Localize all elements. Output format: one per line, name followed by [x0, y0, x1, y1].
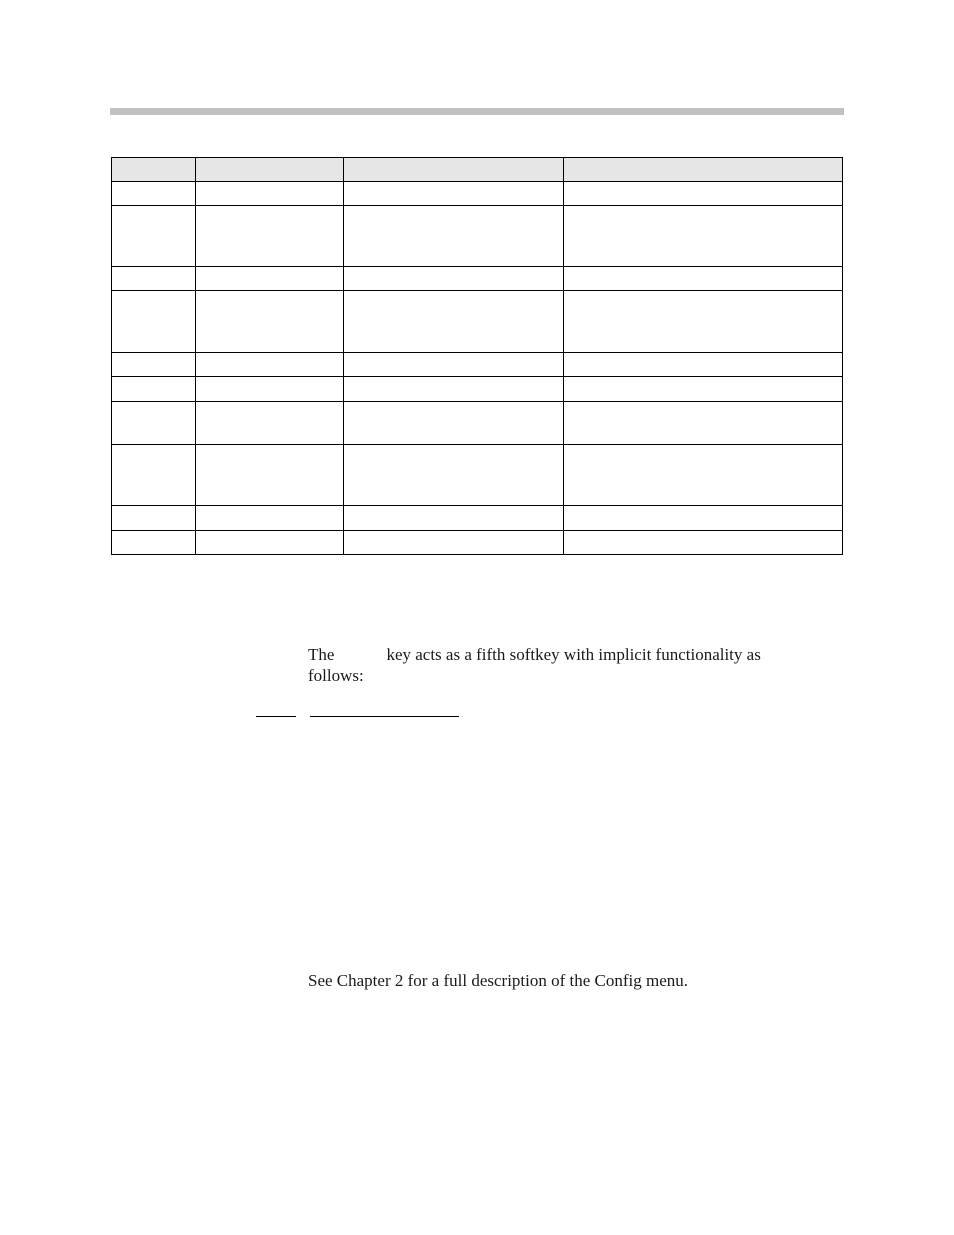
table-cell [196, 206, 344, 267]
table-cell [344, 291, 564, 353]
table-cell [344, 377, 564, 402]
table-header-row [112, 158, 843, 182]
paragraph-config-reference: See Chapter 2 for a full description of the Config menu. [308, 971, 689, 990]
table-cell [344, 206, 564, 267]
table-cell [112, 182, 196, 206]
column-header-underline [256, 716, 296, 717]
table-row [112, 206, 843, 267]
paragraph-lead: The [308, 645, 335, 664]
table-row [112, 506, 843, 531]
table-cell [112, 377, 196, 402]
table-cell [564, 206, 843, 267]
table-cell [344, 445, 564, 506]
table-cell [196, 291, 344, 353]
table-cell [196, 267, 344, 291]
table-header-cell [564, 158, 843, 182]
table-cell [196, 353, 344, 377]
table-cell [112, 445, 196, 506]
table-cell [344, 506, 564, 531]
table-cell [112, 291, 196, 353]
table-row [112, 291, 843, 353]
table-row [112, 445, 843, 506]
table-cell [112, 402, 196, 445]
table-cell [112, 531, 196, 555]
column-header-underline [310, 716, 459, 717]
table-row [112, 182, 843, 206]
table-header-cell [196, 158, 344, 182]
table-cell [196, 506, 344, 531]
table-header-cell [344, 158, 564, 182]
table-cell [112, 353, 196, 377]
table-cell [564, 402, 843, 445]
table-cell [196, 402, 344, 445]
table-cell [344, 182, 564, 206]
paragraph-line-2: follows: [308, 666, 364, 685]
table-cell [564, 531, 843, 555]
table-cell [564, 353, 843, 377]
table-cell [112, 506, 196, 531]
table-cell [564, 445, 843, 506]
table-row [112, 402, 843, 445]
table-cell [564, 377, 843, 402]
table-cell [196, 182, 344, 206]
table-cell [564, 267, 843, 291]
table-cell [344, 353, 564, 377]
table-cell [196, 377, 344, 402]
table-cell [112, 206, 196, 267]
header-rule [110, 108, 844, 115]
table-cell [196, 445, 344, 506]
table-cell [344, 267, 564, 291]
table-cell [344, 531, 564, 555]
table-row [112, 531, 843, 555]
table-header-cell [112, 158, 196, 182]
paragraph-rest: key acts as a fifth softkey with implicit functionality as [386, 645, 761, 664]
table-row [112, 377, 843, 402]
paragraph-fifth-softkey [308, 644, 828, 686]
table-cell [344, 402, 564, 445]
data-table [111, 157, 843, 555]
table-cell [564, 291, 843, 353]
table-cell [112, 267, 196, 291]
table-row [112, 353, 843, 377]
table-row [112, 267, 843, 291]
table-cell [564, 506, 843, 531]
table-cell [196, 531, 344, 555]
table-cell [564, 182, 843, 206]
